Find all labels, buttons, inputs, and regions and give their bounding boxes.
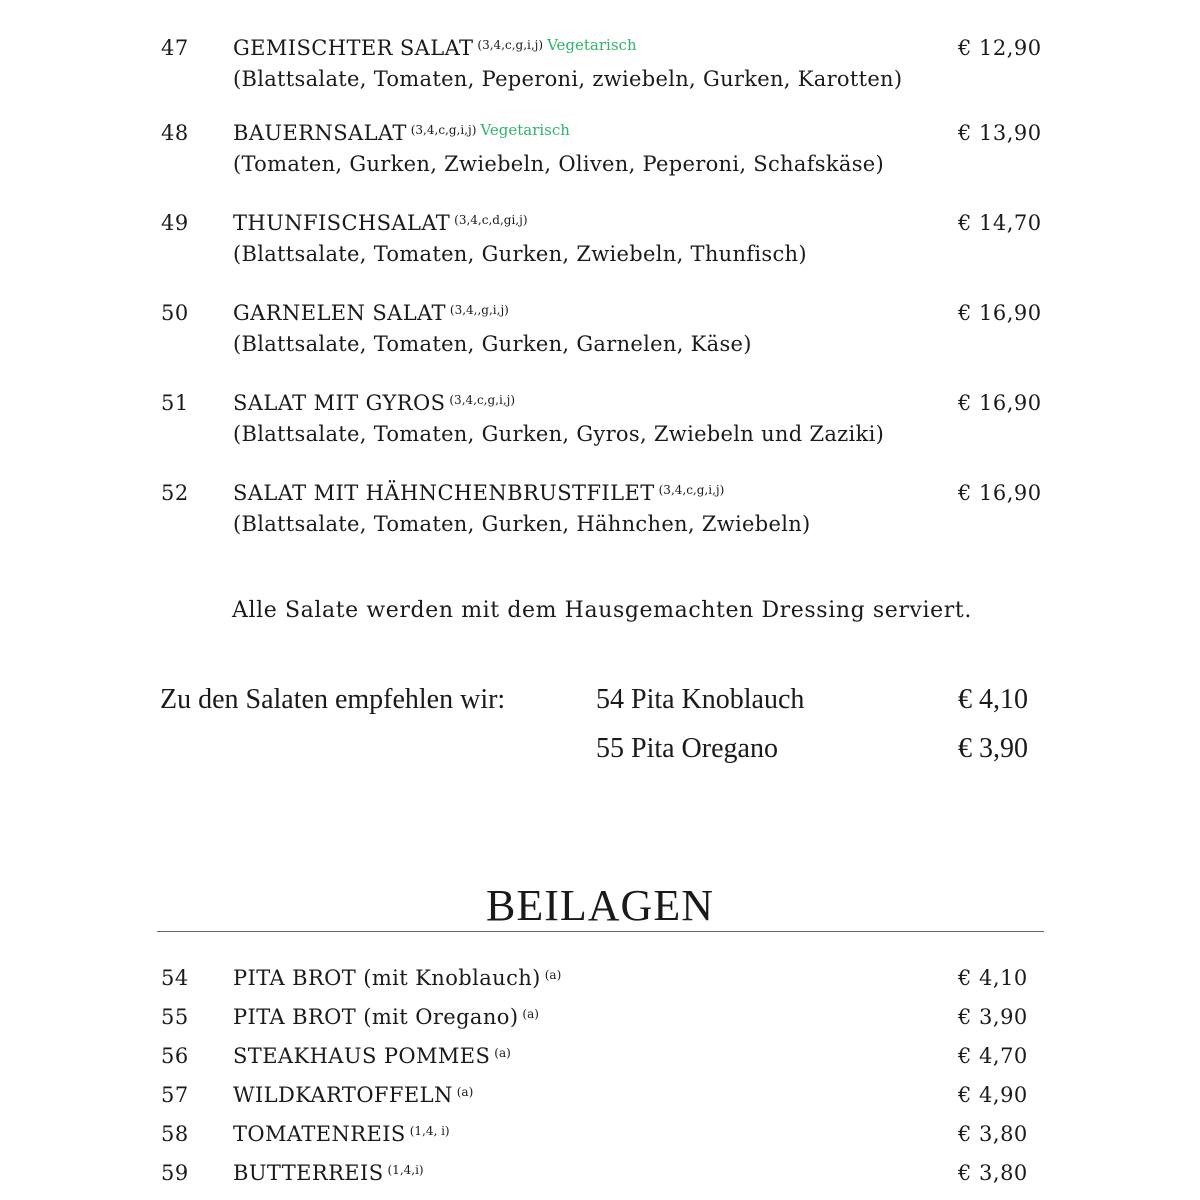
recommend-label: Zu den Salaten empfehlen wir:: [160, 684, 506, 715]
allergen-codes: (a): [544, 968, 562, 982]
allergen-codes: (3,4,c,g,i,j): [449, 393, 516, 407]
item-description: (Blattsalate, Tomaten, Gurken, Zwiebeln, Thunfisch): [233, 242, 807, 266]
item-title: SALAT MIT HÄHNCHENBRUSTFILET: [233, 481, 655, 505]
item-price: € 4,90: [958, 1083, 1028, 1107]
vegetarian-label: Vegetarisch: [547, 36, 637, 54]
vegetarian-label: Vegetarisch: [480, 121, 570, 139]
item-title: PITA BROT (mit Oregano): [233, 1005, 519, 1029]
recommend-price-pita-knoblauch: € 4,10: [958, 684, 1028, 715]
item-number: 58: [161, 1122, 189, 1146]
item-number: 59: [161, 1161, 189, 1185]
item-number: 47: [161, 36, 189, 60]
item-title: WILDKARTOFFELN: [233, 1083, 453, 1107]
item-name: [233, 391, 515, 415]
item-price: € 16,90: [958, 391, 1042, 415]
recommend-item-pita-knoblauch: 54 Pita Knoblauch: [596, 684, 805, 715]
item-name: [233, 211, 528, 235]
side-item-58: [0, 1122, 1200, 1152]
item-number: 48: [161, 121, 189, 145]
item-price: € 4,70: [958, 1044, 1028, 1068]
allergen-codes: (3,4,c,g,i,j): [477, 38, 544, 52]
item-title: STEAKHAUS POMMES: [233, 1044, 491, 1068]
item-number: 49: [161, 211, 189, 235]
item-name: [233, 1005, 539, 1029]
item-price: € 16,90: [958, 481, 1042, 505]
item-description: (Tomaten, Gurken, Zwiebeln, Oliven, Peperoni, Schafskäse): [233, 152, 884, 176]
item-title: TOMATENREIS: [233, 1122, 406, 1146]
item-name: [233, 301, 509, 325]
allergen-codes: (3,4,c,d,gi,j): [454, 213, 528, 227]
item-price: € 4,10: [958, 966, 1028, 990]
allergen-codes: (a): [456, 1085, 474, 1099]
item-description: (Blattsalate, Tomaten, Peperoni, zwiebeln, Gurken, Karotten): [233, 67, 903, 91]
item-number: 56: [161, 1044, 189, 1068]
side-item-55: [0, 1005, 1200, 1035]
section-title-beilagen: BEILAGEN: [486, 881, 714, 930]
item-name: [233, 121, 570, 145]
item-price: € 3,90: [958, 1005, 1028, 1029]
item-description: (Blattsalate, Tomaten, Gurken, Hähnchen, Zwiebeln): [233, 512, 811, 536]
item-description: (Blattsalate, Tomaten, Gurken, Garnelen, Käse): [233, 332, 752, 356]
item-title: THUNFISCHSALAT: [233, 211, 451, 235]
recommend-price-pita-oregano: € 3,90: [958, 733, 1028, 764]
item-price: € 3,80: [958, 1122, 1028, 1146]
item-number: 57: [161, 1083, 189, 1107]
allergen-codes: (a): [494, 1046, 511, 1060]
item-title: PITA BROT (mit Knoblauch): [233, 966, 541, 990]
recommend-item-pita-oregano: 55 Pita Oregano: [596, 733, 778, 764]
allergen-codes: (1,4,i): [387, 1163, 424, 1177]
item-name: [233, 481, 724, 505]
allergen-codes: (3,4,,g,i,j): [449, 303, 509, 317]
item-title: BAUERNSALAT: [233, 121, 407, 145]
section-divider: [157, 931, 1044, 932]
item-number: 55: [161, 1005, 189, 1029]
item-name: [233, 1083, 473, 1107]
side-item-54: [0, 966, 1200, 996]
allergen-codes: (1,4, i): [409, 1124, 450, 1138]
item-description: (Blattsalate, Tomaten, Gurken, Gyros, Zwiebeln und Zaziki): [233, 422, 885, 446]
side-item-57: [0, 1083, 1200, 1113]
item-price: € 13,90: [958, 121, 1042, 145]
item-number: 52: [161, 481, 189, 505]
item-name: [233, 1122, 450, 1146]
item-number: 51: [161, 391, 189, 415]
item-number: 54: [161, 966, 189, 990]
side-item-56: [0, 1044, 1200, 1074]
side-item-59: [0, 1161, 1200, 1191]
item-name: [233, 1044, 511, 1068]
item-price: € 12,90: [958, 36, 1042, 60]
item-name: [233, 1161, 424, 1185]
item-price: € 14,70: [958, 211, 1042, 235]
dressing-note: Alle Salate werden mit dem Hausgemachten Dressing serviert.: [232, 598, 972, 623]
item-number: 50: [161, 301, 189, 325]
item-name: [233, 36, 637, 60]
item-title: GEMISCHTER SALAT: [233, 36, 474, 60]
allergen-codes: (a): [522, 1007, 539, 1021]
allergen-codes: (3,4,c,g,i,j): [410, 123, 477, 137]
item-price: € 3,80: [958, 1161, 1028, 1185]
item-title: GARNELEN SALAT: [233, 301, 446, 325]
item-price: € 16,90: [958, 301, 1042, 325]
item-name: [233, 966, 561, 990]
item-title: BUTTERREIS: [233, 1161, 384, 1185]
allergen-codes: (3,4,c,g,i,j): [658, 483, 725, 497]
item-title: SALAT MIT GYROS: [233, 391, 446, 415]
